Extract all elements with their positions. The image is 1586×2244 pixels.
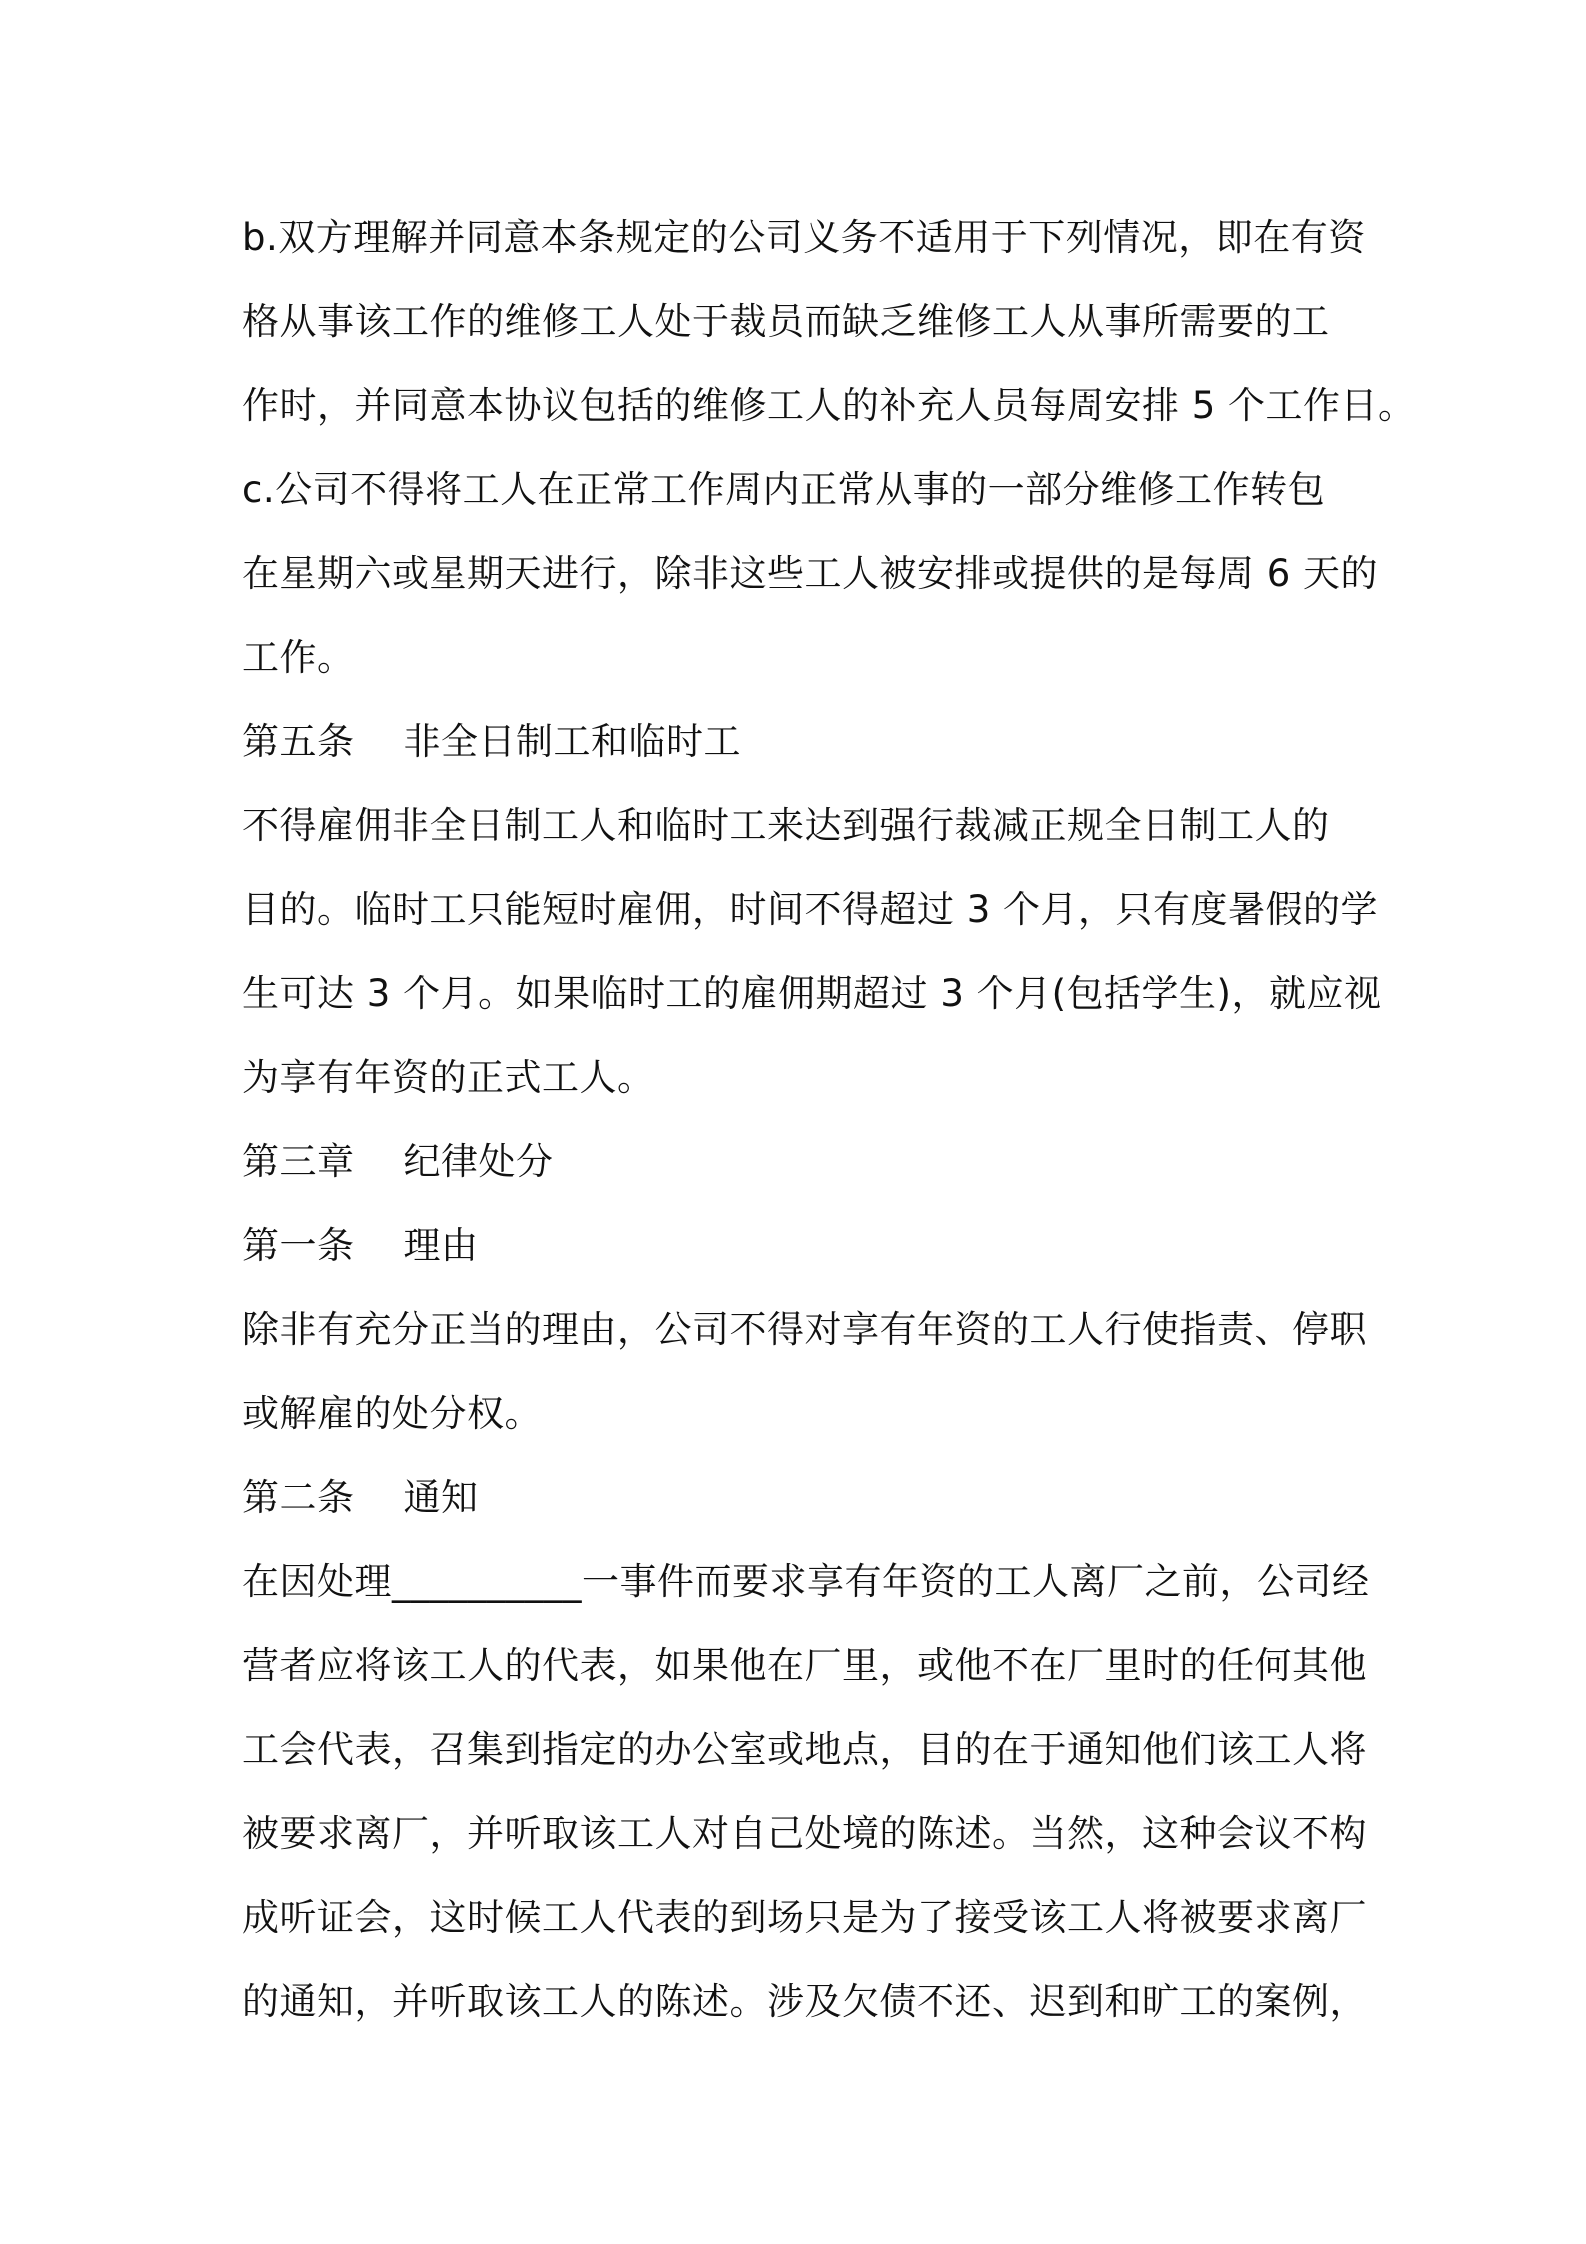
article-two-line-4: 被要求离厂，并听取该工人对自己处境的陈述。当然，这种会议不构: [242, 1812, 1367, 1855]
paragraph-b-line-2: 格从事该工作的维修工人处于裁员而缺乏维修工人从事所需要的工: [242, 300, 1330, 343]
document-body: [242, 196, 1416, 2044]
article-two-line-1: 在因处理__________一事件而要求享有年资的工人离厂之前，公司经: [242, 1560, 1370, 1603]
article-two-line-2: 营者应将该工人的代表，如果他在厂里，或他不在厂里时的任何其他: [242, 1644, 1367, 1687]
article-one-line-1: 除非有充分正当的理由，公司不得对享有年资的工人行使指责、停职: [242, 1308, 1367, 1351]
article-two-line-6: 的通知，并听取该工人的陈述。涉及欠债不还、迟到和旷工的案例，: [242, 1980, 1367, 2023]
article-one-line-2: 或解雇的处分权。: [242, 1392, 542, 1435]
article-five-line-1: 不得雇佣非全日制工人和临时工来达到强行裁减正规全日制工人的: [242, 804, 1330, 847]
paragraph-c-line-1: c.公司不得将工人在正常工作周内正常从事的一部分维修工作转包: [242, 468, 1326, 511]
article-five-line-2: 目的。临时工只能短时雇佣，时间不得超过 3 个月，只有度暑假的学: [242, 888, 1379, 931]
paragraph-b-line-3: 作时，并同意本协议包括的维修工人的补充人员每周安排 5 个工作日。: [242, 384, 1416, 427]
article-two-line-5: 成听证会，这时候工人代表的到场只是为了接受该工人将被要求离厂: [242, 1896, 1367, 1939]
article-two-line-3: 工会代表，召集到指定的办公室或地点，目的在于通知他们该工人将: [242, 1728, 1367, 1771]
article-five-heading: 第五条 非全日制工和临时工: [242, 720, 742, 763]
article-two-heading: 第二条 通知: [242, 1476, 479, 1519]
article-one-heading: 第一条 理由: [242, 1224, 479, 1267]
paragraph-b-line-1: b.双方理解并同意本条规定的公司义务不适用于下列情况，即在有资: [242, 216, 1366, 259]
chapter-three-heading: 第三章 纪律处分: [242, 1140, 554, 1183]
article-five-line-3: 生可达 3 个月。如果临时工的雇佣期超过 3 个月(包括学生)，就应视: [242, 972, 1382, 1015]
article-five-line-4: 为享有年资的正式工人。: [242, 1056, 655, 1099]
paragraph-c-line-2: 在星期六或星期天进行，除非这些工人被安排或提供的是每周 6 天的: [242, 552, 1379, 595]
paragraph-c-line-3: 工作。: [242, 636, 355, 679]
